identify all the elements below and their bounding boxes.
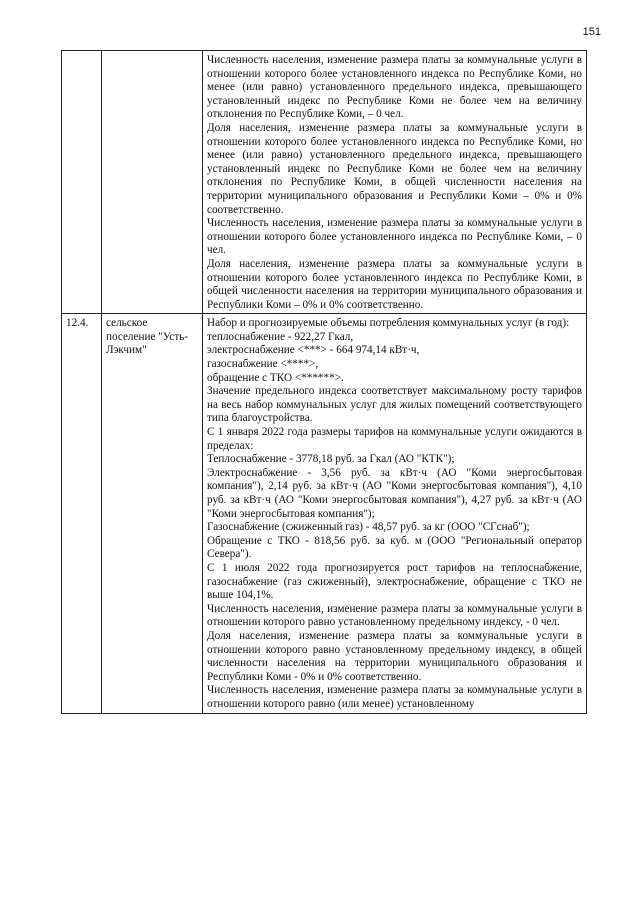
paragraph: электроснабжение <***> - 664 974,14 кВт·ч, — [207, 344, 420, 357]
description-cell — [203, 51, 587, 314]
paragraph: Набор и прогнозируемые объемы потребления коммунальных услуг (в год): — [207, 317, 570, 330]
settlement-name-cell — [102, 51, 203, 314]
paragraph: Теплоснабжение - 3778,18 руб. за Гкал (АО "КТК"); — [207, 453, 455, 466]
paragraph: Доля населения, изменение размера платы за коммунальные услуги в отношении которого более установленного индекса по Республике Коми, но менее (или равно) установленного предельного индекса, превышающего установленный индекс по Республике Коми не более чем на величину отклонения по Республике Коми, в общей численности населения на территории муниципального образования и Республики Коми – 0% и 0% соответственно. — [207, 121, 582, 216]
paragraph: Электроснабжение - 3,56 руб. за кВт·ч (АО "Коми энергосбытовая компания"), 2,14 руб. за кВт·ч (АО "Коми энергосбытовая компания"), 4,10 руб. за кВт·ч (АО "Коми энергосбытовая компания"), 4,27 руб. за кВт·ч (АО "Коми энергосбытовая компания"); — [207, 466, 582, 520]
row-number-cell — [62, 51, 102, 314]
description-cell — [203, 314, 587, 713]
paragraph: обращение с ТКО <******>. — [207, 371, 344, 384]
paragraph: Численность населения, изменение размера платы за коммунальные услуги в отношении которого равно (или менее) установленному — [207, 684, 582, 710]
paragraph: С 1 июля 2022 года прогнозируется рост тарифов на теплоснабжение, газоснабжение (газ сжиженный), электроснабжение, обращение с ТКО не выше 104,1%. — [207, 561, 582, 602]
paragraph: Доля населения, изменение размера платы за коммунальные услуги в отношении которого равно установленному предельному индексу, в общей численности населения на территории муниципального образования и Республики Коми - 0% и 0% соответственно. — [207, 629, 582, 683]
paragraph: Численность населения, изменение размера платы за коммунальные услуги в отношении которого более установленного индекса по Республике Коми, – 0 чел. — [207, 217, 582, 257]
paragraph: газоснабжение <****>, — [207, 358, 319, 371]
row-number-cell: 12.4. — [62, 314, 102, 713]
settlement-name-cell: сельское поселение "Усть-Лэкчим" — [102, 314, 203, 713]
paragraph: Численность населения, изменение размера платы за коммунальные услуги в отношении которого более установленного индекса по Республике Коми, но менее (или равно) установленного предельного индекса, превышающего установленный индекс по Республике Коми не более чем на величину отклонения по Республике Коми, – 0 чел. — [207, 54, 582, 121]
paragraph: Значение предельного индекса соответствует максимальному росту тарифов на весь набор коммунальных услуг для жилых помещений соответствующего типа благоустройства. — [207, 385, 582, 425]
paragraph: Численность населения, изменение размера платы за коммунальные услуги в отношении которого равно установленному предельному индексу, - 0 чел. — [207, 602, 582, 629]
paragraph: Газоснабжение (сжиженный газ) - 48,57 руб. за кг (ООО "СГснаб"); — [207, 521, 530, 534]
table-row — [62, 51, 587, 314]
paragraph: С 1 января 2022 года размеры тарифов на коммунальные услуги ожидаются в пределах: — [207, 426, 582, 452]
table-row — [62, 314, 587, 713]
document-table — [61, 50, 587, 714]
paragraph: теплоснабжение - 922,27 Гкал, — [207, 330, 354, 343]
paragraph: Обращение с ТКО - 818,56 руб. за куб. м (ООО "Региональный оператор Севера"). — [207, 534, 582, 561]
paragraph: Доля населения, изменение размера платы за коммунальные услуги в отношении которого более установленного индекса по Республике Коми, в общей численности населения на территории муниципального образования и Республики Коми – 0% и 0% соответственно. — [207, 257, 582, 311]
page-number: 151 — [582, 26, 601, 38]
